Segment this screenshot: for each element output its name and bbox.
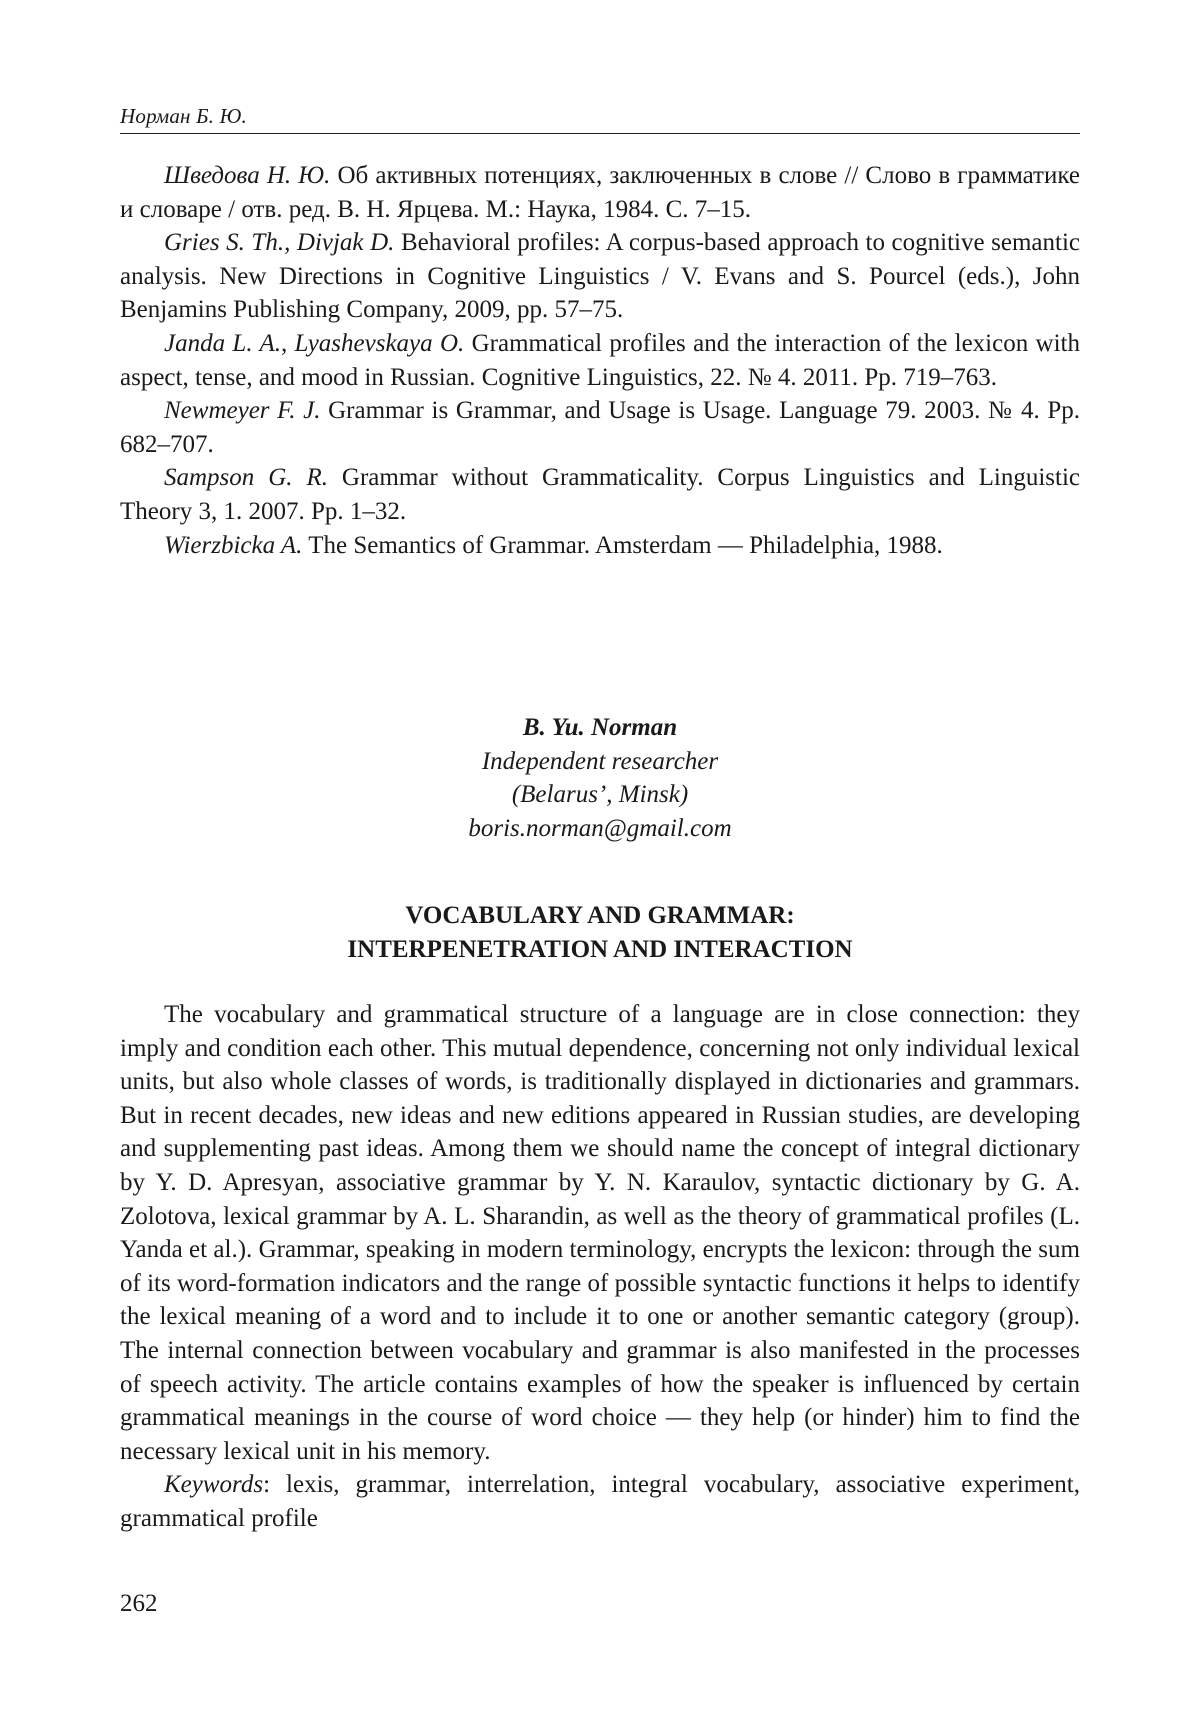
author-location: (Belarus’, Minsk) — [511, 781, 689, 808]
reference-text: Grammar without Grammaticality. Corpus Linguistics and Linguistic Theory 3, 1. 2007. Pp. 1–32. — [120, 464, 1081, 525]
reference-item — [120, 159, 1080, 226]
abstract-text: The vocabulary and grammatical structure of a language are in close connection: they imply and condition each other. This mutual dependence, concerning not only individual lexical units, but also whole classes of words, is traditionally displayed in dictionaries and grammars. But in recent decades, new ideas and new editions appeared in Russian studies, are developing and supplementing past ideas. Among them we should name the concept of integral dictionary by Y. D. Apresyan, associative grammar by Y. N. Karaulov, syntactic dictionary by G. A. Zolotova, lexical grammar by A. L. Sharandin, as well as the theory of grammatical profiles (L. Yanda et al.). Grammar, speaking in modern terminology, encrypts the lexicon: through the sum of its word-formation indicators and the range of possible syntactic functions it helps to identify the lexical meaning of a word and to include it to one or another semantic category (group). The internal connection between vocabulary and grammar is also manifested in the processes of speech activity. The article contains examples of how the speaker is influenced by certain grammatical meanings in the course of word choice — they help (or hinder) him to find the necessary lexical unit in his memory. — [120, 1001, 1080, 1465]
running-head: Норман Б. Ю. — [120, 104, 247, 128]
keywords-line — [120, 1468, 1080, 1535]
reference-author: Newmeyer F. J. — [164, 397, 321, 425]
reference-item — [120, 226, 1080, 327]
author-name: B. Yu. Norman — [522, 714, 678, 741]
keywords-label: Keywords — [164, 1471, 264, 1499]
reference-author: Gries S. Th., Divjak D. — [164, 229, 395, 257]
reference-item — [120, 327, 1080, 394]
keywords-list: : lexis, grammar, interrelation, integral vocabulary, associative experiment, grammatical profile — [120, 1471, 1080, 1532]
reference-author: Janda L. A., Lyashevskaya O. — [164, 329, 465, 357]
reference-text: Об активных потенциях, заключенных в слове // Слово в грамматике и словаре / отв. ред. В. Н. Ярцева. М.: Наука, 1984. С. 7–15. — [120, 162, 1080, 223]
reference-item — [120, 461, 1080, 528]
reference-author: Sampson G. R. — [164, 464, 328, 492]
reference-text: Behavioral profiles: A corpus-based approach to cognitive semantic analysis. New Directions in Cognitive Linguistics / V. Evans and S. Pourcel (eds.), John Benjamins Publishing Company, 2009, pp. 57–75. — [120, 229, 1080, 324]
author-email: boris.norman@gmail.com — [468, 814, 732, 842]
reference-author: Wierzbicka A. — [164, 531, 303, 559]
page-number: 262 — [120, 1590, 158, 1617]
reference-author: Шведова Н. Ю. — [164, 162, 331, 189]
article-title-line-1: VOCABULARY AND GRAMMAR: — [405, 902, 795, 929]
article-title-line-2: INTERPENETRATION AND INTERACTION — [347, 935, 853, 963]
reference-item — [120, 394, 1080, 461]
author-affiliation: Independent researcher — [481, 747, 719, 775]
reference-text: Grammar is Grammar, and Usage is Usage. Language 79. 2003. № 4. Pp. 682–707. — [120, 397, 1080, 458]
reference-item — [120, 529, 1080, 563]
reference-list — [120, 159, 1080, 562]
header-rule — [120, 133, 1080, 134]
reference-text: The Semantics of Grammar. Amsterdam — Philadelphia, 1988. — [302, 531, 943, 559]
abstract — [120, 998, 1080, 1536]
author-byline — [120, 711, 1080, 845]
reference-text: Grammatical profiles and the interaction of the lexicon with aspect, tense, and mood in Russian. Cognitive Linguistics, 22. № 4. 2011. Pp. 719–763. — [120, 329, 1080, 391]
article-title — [120, 899, 1080, 966]
